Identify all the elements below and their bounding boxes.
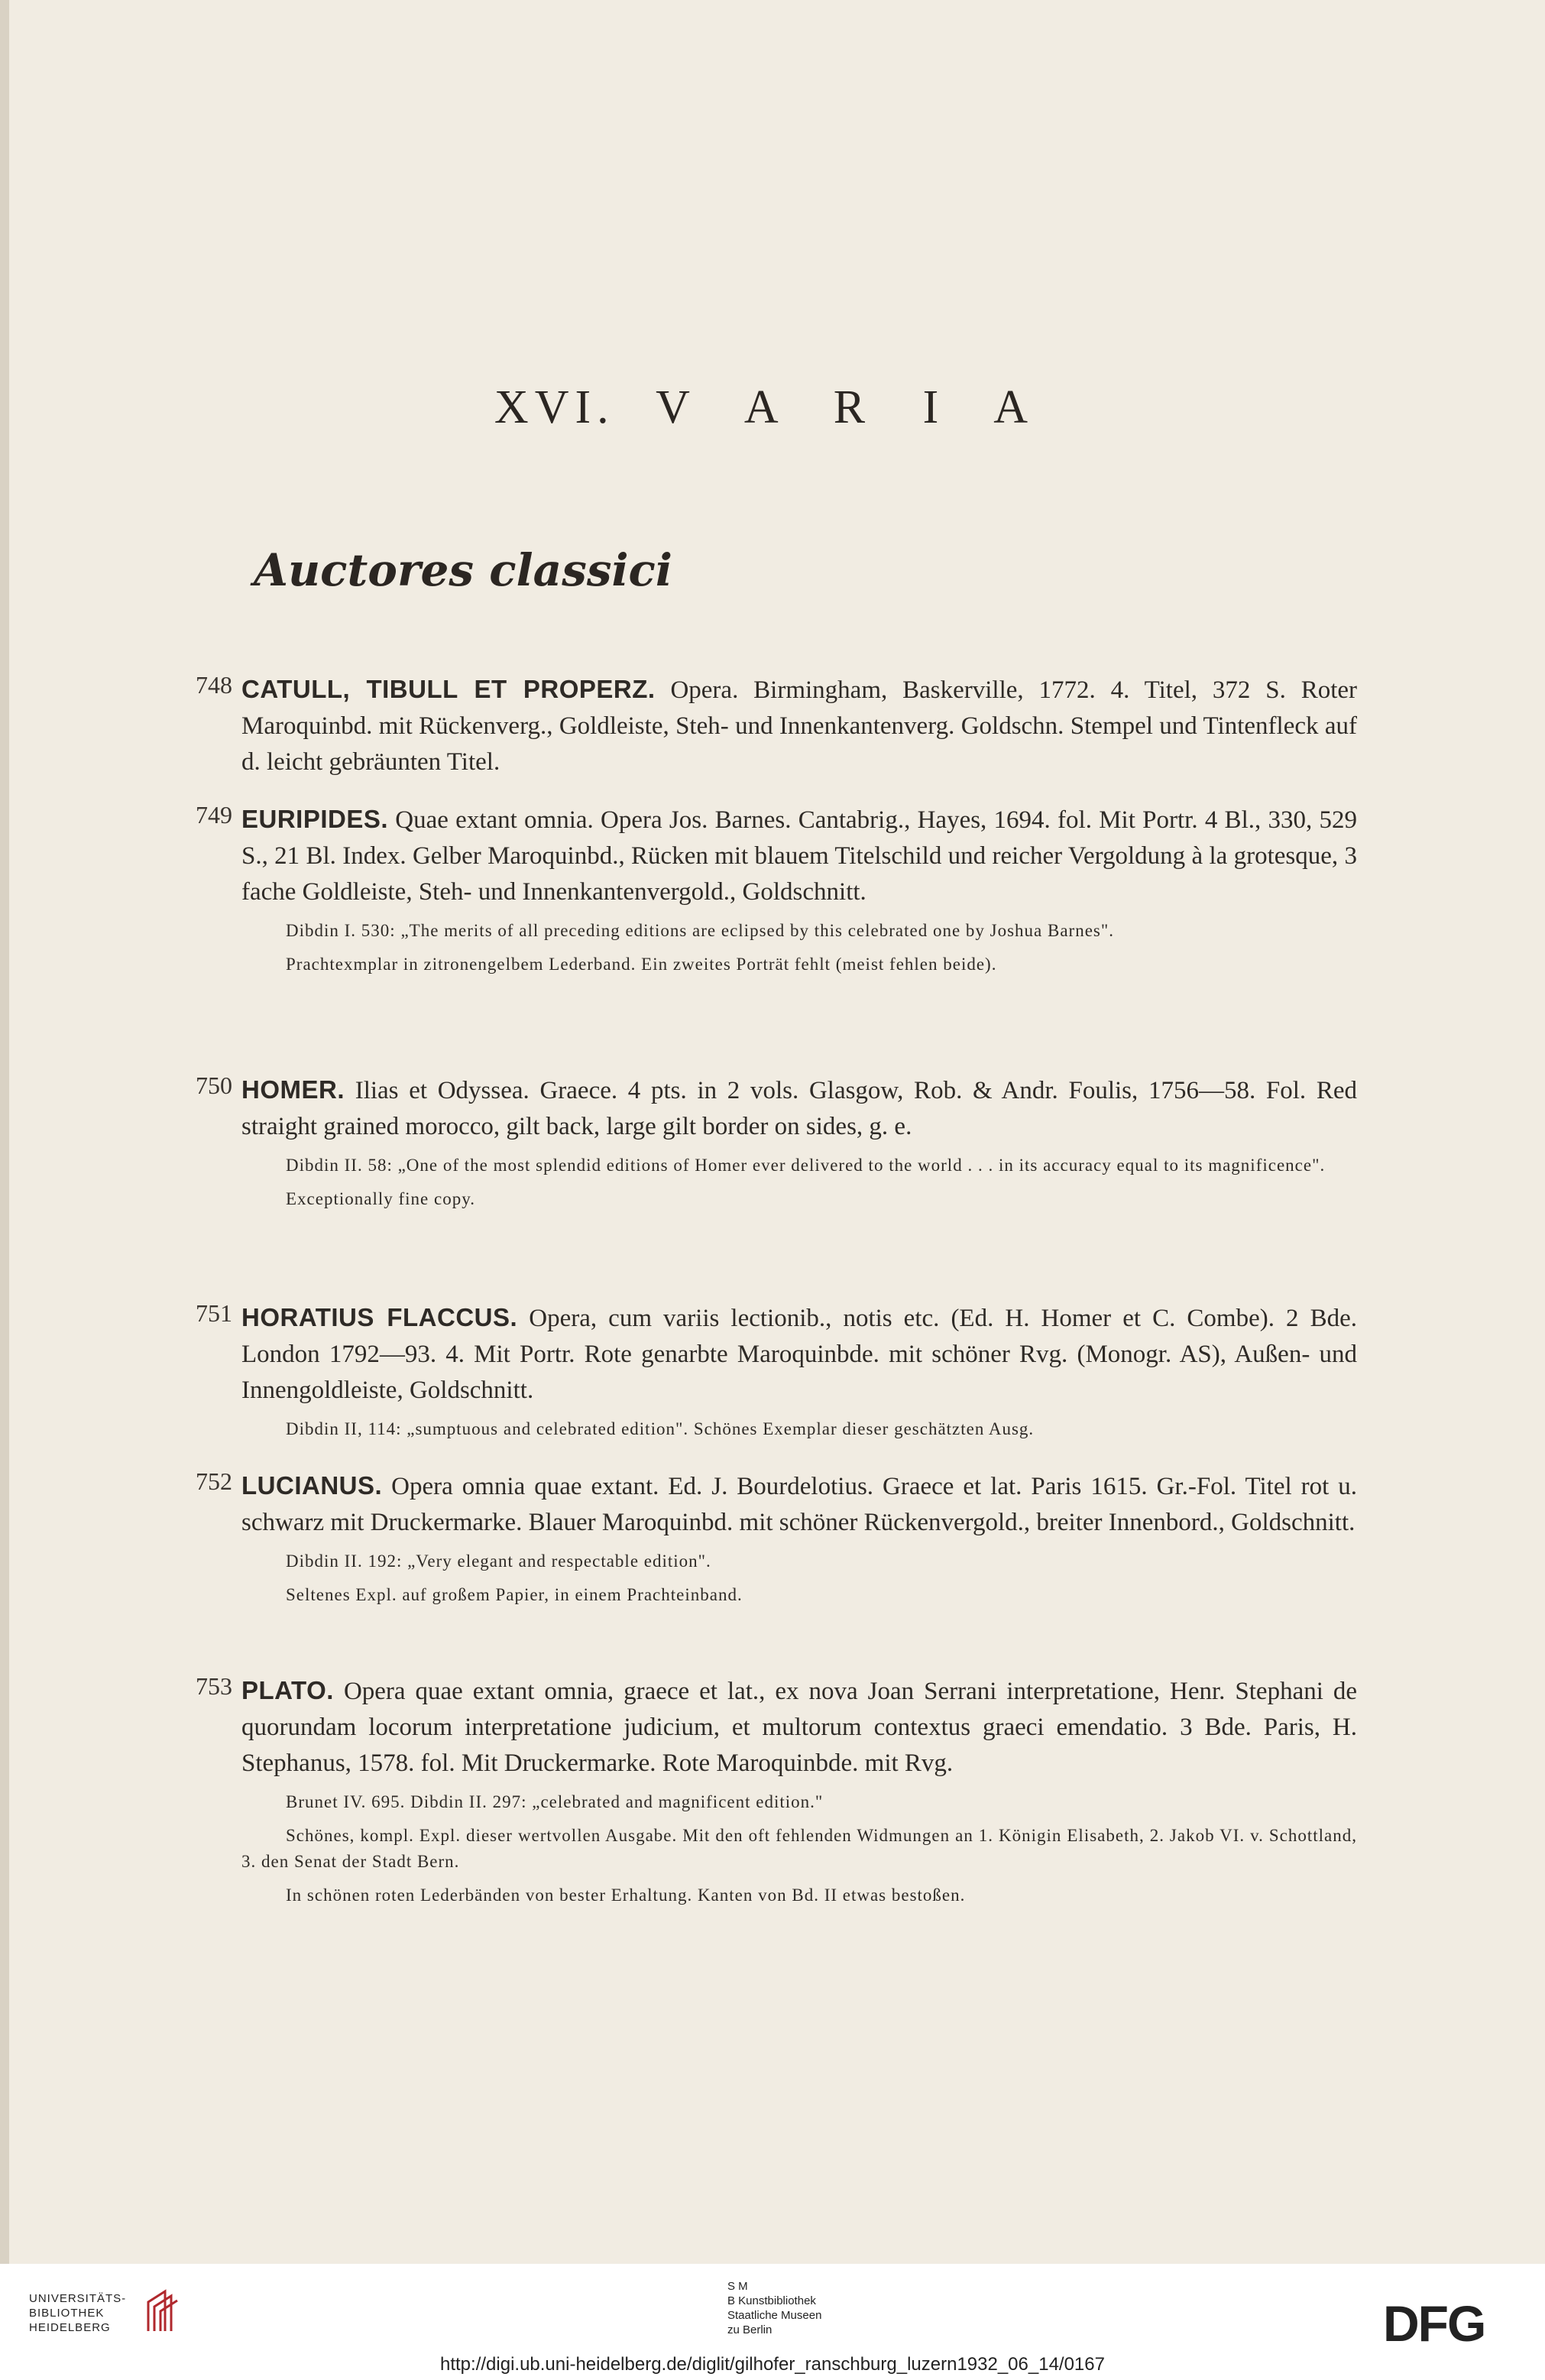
entry-note: Dibdin II, 114: „sumptuous and celebrated edition". Schönes Exemplar dieser geschätzten Ausg. xyxy=(286,1419,1035,1438)
dfg-logo[interactable]: DFG xyxy=(1383,2295,1485,2352)
university-line-2: BIBLIOTHEK xyxy=(29,2307,105,2320)
entry-number: 749 xyxy=(196,801,232,828)
entry-note: Exceptionally fine copy. xyxy=(286,1189,475,1208)
section-title xyxy=(0,381,1545,435)
entry-body xyxy=(241,1299,1357,1442)
entry-note: Dibdin I. 530: „The merits of all preceding editions are eclipsed by this celebrated one by Joshua Barnes". xyxy=(286,921,1115,940)
entry-body xyxy=(241,801,1357,978)
entry-body xyxy=(241,1672,1357,1908)
entry-author: LUCIANUS. xyxy=(241,1471,383,1500)
subsection-title: Auctores classici xyxy=(254,544,672,596)
entry-note: Brunet IV. 695. Dibdin II. 297: „celebrated and magnificent edition." xyxy=(286,1792,824,1811)
entry-text: Opera quae extant omnia, graece et lat., ex nova Joan Serrani interpretatione, Henr. Stephani de quorundam locorum interpretatione judicium, et multorum contextus graeci emendatio. 3 Bde. Paris, H. Stephanus, 1578. fol. Mit Druckermarke. Rote Maroquinbde. mit Rvg. xyxy=(241,1678,1358,1777)
entry-author: CATULL, TIBULL ET PROPERZ. xyxy=(241,675,656,703)
entry-description xyxy=(241,1672,1357,1782)
entry-description xyxy=(241,1467,1357,1541)
entry-description xyxy=(241,1072,1357,1145)
entry-author: HOMER. xyxy=(241,1075,345,1104)
entry-number: 753 xyxy=(196,1672,232,1700)
museum-line-4: zu Berlin xyxy=(727,2323,772,2336)
entry-author: HORATIUS FLACCUS. xyxy=(241,1303,518,1331)
entry-description xyxy=(241,1299,1357,1409)
kunstbibliothek-logo[interactable] xyxy=(727,2279,821,2337)
university-line-3: HEIDELBERG xyxy=(29,2321,111,2334)
entry-text: Opera omnia quae extant. Ed. J. Bourdelotius. Graece et lat. Paris 1615. Gr.-Fol. Titel rot u. schwarz mit Druckermarke. Blauer Maroquinbd. mit schöner Rückenvergold., breiter Innenbord., Goldschnitt. xyxy=(241,1473,1358,1536)
entry-number: 752 xyxy=(196,1467,232,1495)
entry-note: Seltenes Expl. auf großem Papier, in einem Prachteinband. xyxy=(286,1585,743,1604)
university-library-logo[interactable] xyxy=(29,2291,126,2335)
entry-text: Opera, cum variis lectionib., notis etc. (Ed. H. Homer et C. Combe). 2 Bde. London 1792—93. 4. Mit Portr. Rote genarbte Maroquinbde. mit schöner Rvg. (Monogr. AS), Außen- und Innengoldleiste, Goldschnitt. xyxy=(241,1305,1358,1404)
museum-line-1: S M xyxy=(727,2280,748,2293)
entry-body xyxy=(241,1072,1357,1212)
source-url-link[interactable]: http://digi.ub.uni-heidelberg.de/diglit/gilhofer_ranschburg_luzern1932_06_14/0167 xyxy=(440,2354,1105,2375)
footer-bar xyxy=(0,2264,1545,2380)
entry-number: 750 xyxy=(196,1072,232,1099)
section-number: XVI. xyxy=(494,381,615,433)
museum-line-3: Staatliche Museen xyxy=(727,2309,822,2322)
entry-number: 751 xyxy=(196,1299,232,1327)
university-line-1: UNIVERSITÄTS- xyxy=(29,2292,127,2305)
entry-note: Prachtexmplar in zitronengelbem Lederband. Ein zweites Porträt fehlt (meist fehlen beide). xyxy=(286,955,997,974)
entry-number: 748 xyxy=(196,671,232,699)
entry-note: Dibdin II. 192: „Very elegant and respectable edition". xyxy=(286,1552,711,1571)
entry-note: In schönen roten Lederbänden von bester Erhaltung. Kanten von Bd. II etwas bestoßen. xyxy=(286,1886,966,1905)
entry-body xyxy=(241,671,1357,780)
entry-author: EURIPIDES. xyxy=(241,805,389,833)
university-mark-icon xyxy=(142,2285,188,2339)
entry-description xyxy=(241,801,1357,910)
entry-author: PLATO. xyxy=(241,1676,334,1704)
museum-line-2: B Kunstbibliothek xyxy=(727,2294,816,2307)
entry-text: Ilias et Odyssea. Graece. 4 pts. in 2 vols. Glasgow, Rob. & Andr. Foulis, 1756—58. Fol. Red straight grained morocco, gilt back, large gilt border on sides, g. e. xyxy=(241,1077,1358,1140)
entry-note: Schönes, kompl. Expl. dieser wertvollen Ausgabe. Mit den oft fehlenden Widmungen an 1. Königin Elisabeth, 2. Jakob VI. v. Schottland, 3. den Senat der Stadt Bern. xyxy=(241,1826,1357,1871)
entry-body xyxy=(241,1467,1357,1608)
section-name: V A R I A xyxy=(656,381,1051,433)
entry-text: Quae extant omnia. Opera Jos. Barnes. Cantabrig., Hayes, 1694. fol. Mit Portr. 4 Bl., 330, 529 S., 21 Bl. Index. Gelber Maroquinbd., Rücken mit blauem Titelschild und reicher Vergoldung à la grotesque, 3 fache Goldleiste, Steh- und Innenkantenvergold., Goldschnitt. xyxy=(241,806,1357,906)
entry-text: Opera. Birmingham, Baskerville, 1772. 4. Titel, 372 S. Roter Maroquinbd. mit Rückenverg., Goldleiste, Steh- und Innenkantenverg. Goldschn. Stempel und Tintenfleck auf d. leicht gebräunten Titel. xyxy=(241,676,1358,776)
page-edge xyxy=(0,0,9,2264)
entry-description xyxy=(241,671,1357,780)
entry-note: Dibdin II. 58: „One of the most splendid editions of Homer ever delivered to the world . . . in its accuracy equal to its magnificence". xyxy=(286,1156,1326,1175)
